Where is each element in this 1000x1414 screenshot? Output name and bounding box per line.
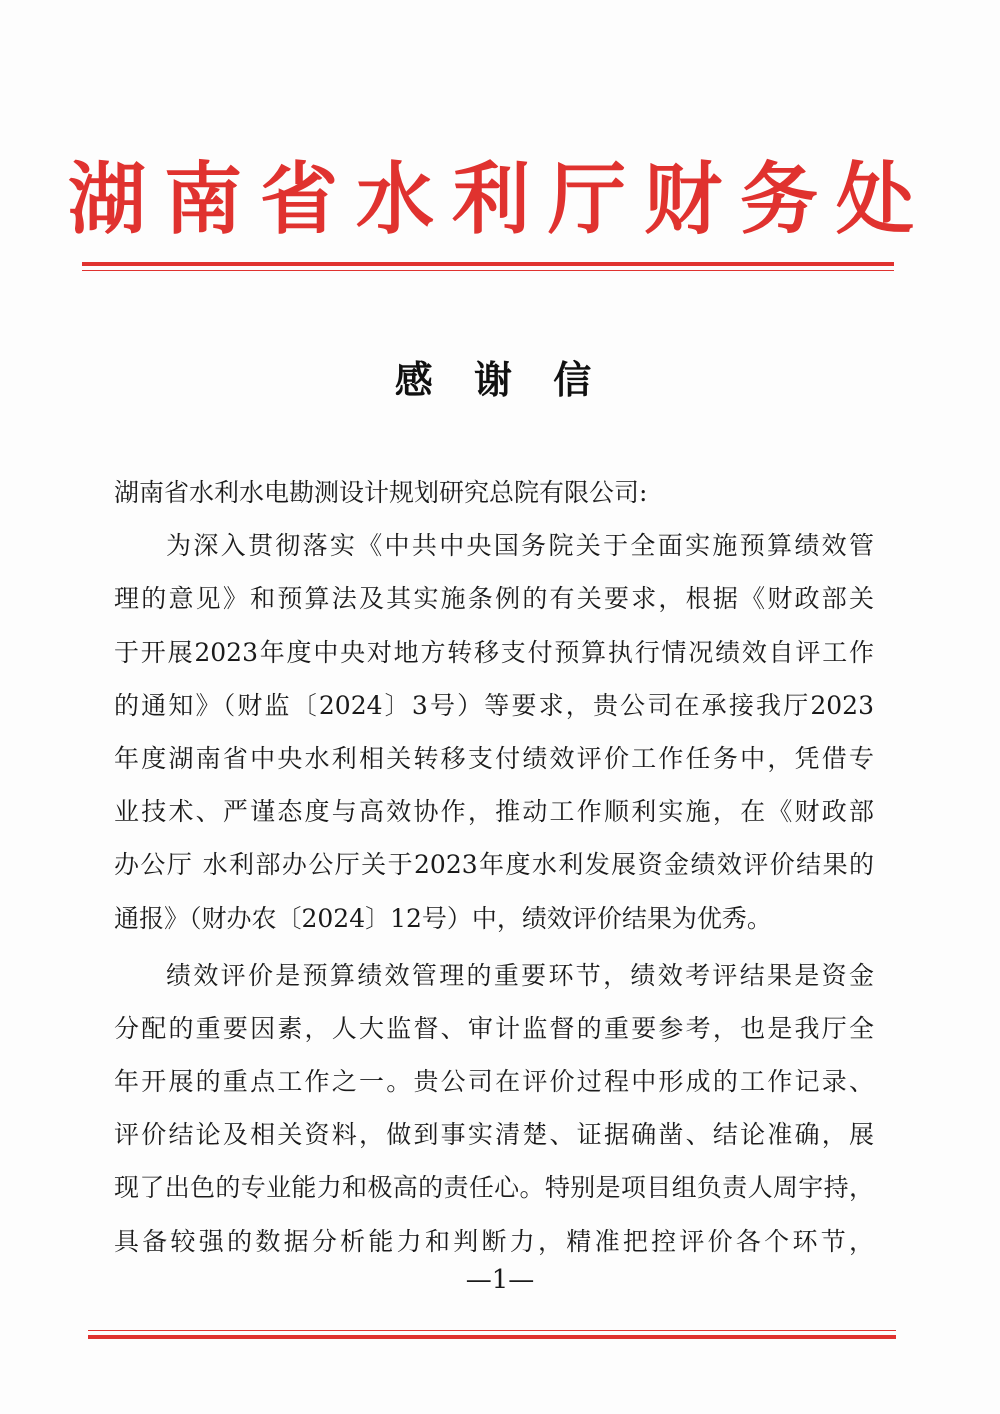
paragraph-line: 现了出色的专业能力和极高的责任心。特别是项目组负责人周宇持， <box>114 1173 874 1203</box>
paragraph-line: 分配的重要因素，人大监督、审计监督的重要参考，也是我厅全 <box>114 1013 874 1043</box>
footer-rule-thick <box>88 1335 896 1339</box>
paragraph-line: 的通知》（财监〔2024〕3号）等要求，贵公司在承接我厅2023 <box>114 690 874 720</box>
paragraph-line: 理的意见》和预算法及其实施条例的有关要求，根据《财政部关 <box>114 584 874 614</box>
footer-rule-thin <box>88 1330 896 1331</box>
paragraph-line: 评价结论及相关资料，做到事实清楚、证据确凿、结论准确，展 <box>114 1120 874 1150</box>
page-number: —1— <box>465 1265 535 1295</box>
paragraph-line: 办公厅 水利部办公厅关于2023年度水利发展资金绩效评价结果的 <box>114 850 874 880</box>
paragraph-line: 年度湖南省中央水利相关转移支付绩效评价工作任务中，凭借专 <box>114 743 874 773</box>
paragraph-line: 绩效评价是预算绩效管理的重要环节，绩效考评结果是资金 <box>166 960 874 990</box>
paragraph-2 <box>114 949 874 1268</box>
paragraph-line: 于开展2023年度中央对地方转移支付预算执行情况绩效自评工作 <box>114 637 874 667</box>
header-rule-thin <box>82 270 894 271</box>
organization-header: 湖南省水利厅财务处 <box>67 155 932 245</box>
paragraph-line: 通报》（财办农〔2024〕12号）中，绩效评价结果为优秀。 <box>114 903 772 933</box>
header-rule-thick <box>82 262 894 266</box>
paragraph-1 <box>114 519 874 945</box>
salutation: 湖南省水利水电勘测设计规划研究总院有限公司: <box>114 478 648 507</box>
letter-body <box>114 466 874 1268</box>
paragraph-line: 具备较强的数据分析能力和判断力，精准把控评价各个环节， <box>114 1226 874 1256</box>
paragraph-line: 为深入贯彻落实《中共中央国务院关于全面实施预算绩效管 <box>166 531 874 561</box>
paragraph-line: 业技术、严谨态度与高效协作，推动工作顺利实施，在《财政部 <box>114 797 874 827</box>
letter-title: 感 谢 信 <box>394 358 606 402</box>
paragraph-line: 年开展的重点工作之一。贵公司在评价过程中形成的工作记录、 <box>114 1067 874 1097</box>
